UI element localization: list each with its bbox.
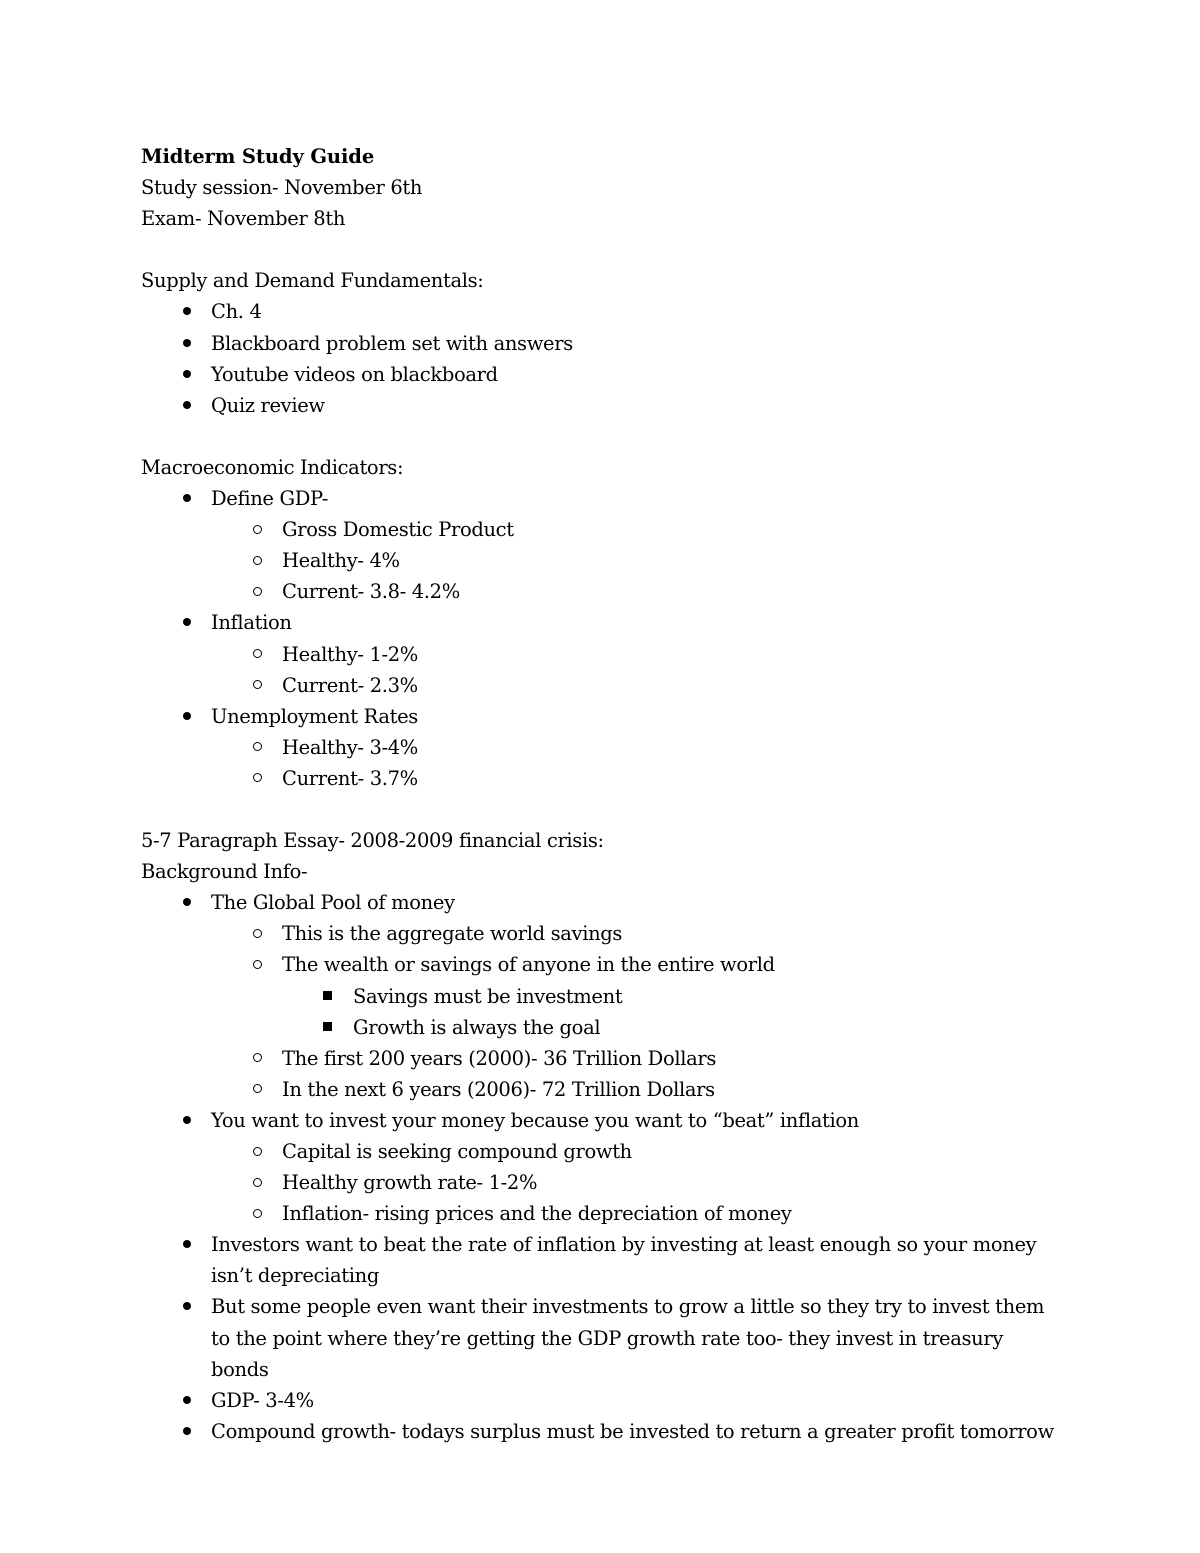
list-item: Youtube videos on blackboard bbox=[141, 359, 1081, 390]
bullet-dot-icon bbox=[177, 607, 197, 638]
bullet-circle-icon bbox=[247, 949, 267, 980]
bullet-circle-icon bbox=[247, 545, 267, 576]
bullet-circle-icon bbox=[247, 576, 267, 607]
list-item: Investors want to beat the rate of inflation by investing at least enough so your money isn’t depreciating bbox=[141, 1229, 1061, 1291]
spacer bbox=[141, 234, 1081, 265]
bullet-dot-icon bbox=[177, 359, 197, 390]
list-item: Unemployment Rates bbox=[141, 701, 1081, 732]
bullet-dot-icon bbox=[177, 701, 197, 732]
list-item: Gross Domestic Product bbox=[141, 514, 1081, 545]
bullet-circle-icon bbox=[247, 670, 267, 701]
document-title: Midterm Study Guide bbox=[141, 145, 375, 168]
bullet-circle-icon bbox=[247, 1136, 267, 1167]
bullet-dot-icon bbox=[177, 296, 197, 327]
bullet-dot-icon bbox=[177, 1229, 197, 1260]
list-item: But some people even want their investments to grow a little so they try to invest them to the point where they’re getting the GDP growth rate too- they invest in treasury bonds bbox=[141, 1291, 1061, 1384]
bullet-dot-icon bbox=[177, 887, 197, 918]
bullet-circle-icon bbox=[247, 639, 267, 670]
list-item: Healthy- 3-4% bbox=[141, 732, 1081, 763]
bullet-dot-icon bbox=[177, 1291, 197, 1322]
bullet-square-icon bbox=[317, 1012, 337, 1043]
bullet-circle-icon bbox=[247, 1074, 267, 1105]
bullet-dot-icon bbox=[177, 1416, 197, 1447]
list-item: Healthy- 1-2% bbox=[141, 639, 1081, 670]
bullet-circle-icon bbox=[247, 1043, 267, 1074]
list-item: Growth is always the goal bbox=[141, 1012, 1081, 1043]
list-item: Blackboard problem set with answers bbox=[141, 328, 1081, 359]
list-item: Healthy- 4% bbox=[141, 545, 1081, 576]
study-session-date: Study session- November 6th bbox=[141, 176, 423, 200]
essay-heading: 5-7 Paragraph Essay- 2008-2009 financial crisis: bbox=[141, 829, 604, 853]
bullet-dot-icon bbox=[177, 1385, 197, 1416]
bullet-dot-icon bbox=[177, 483, 197, 514]
list-item: Current- 2.3% bbox=[141, 670, 1081, 701]
list-item: Current- 3.7% bbox=[141, 763, 1081, 794]
list-item: Capital is seeking compound growth bbox=[141, 1136, 1081, 1167]
list-item: Current- 3.8- 4.2% bbox=[141, 576, 1081, 607]
bullet-circle-icon bbox=[247, 732, 267, 763]
bullet-circle-icon bbox=[247, 763, 267, 794]
bullet-circle-icon bbox=[247, 1167, 267, 1198]
bullet-dot-icon bbox=[177, 1105, 197, 1136]
list-item: Compound growth- todays surplus must be invested to return a greater profit tomorrow bbox=[141, 1416, 1081, 1447]
macro-heading: Macroeconomic Indicators: bbox=[141, 455, 404, 479]
supply-demand-heading: Supply and Demand Fundamentals: bbox=[141, 269, 484, 293]
bullet-square-icon bbox=[317, 981, 337, 1012]
bullet-circle-icon bbox=[247, 514, 267, 545]
bullet-dot-icon bbox=[177, 390, 197, 421]
document-page bbox=[141, 141, 1081, 1447]
list-item: The wealth or savings of anyone in the entire world bbox=[141, 949, 1081, 980]
list-item: This is the aggregate world savings bbox=[141, 918, 1081, 949]
list-item: The first 200 years (2000)- 36 Trillion Dollars bbox=[141, 1043, 1081, 1074]
list-item: Inflation- rising prices and the depreciation of money bbox=[141, 1198, 1081, 1229]
list-item: The Global Pool of money bbox=[141, 887, 1081, 918]
list-item: In the next 6 years (2006)- 72 Trillion Dollars bbox=[141, 1074, 1081, 1105]
background-info-heading: Background Info- bbox=[141, 860, 308, 884]
list-item: Inflation bbox=[141, 607, 1081, 638]
bullet-circle-icon bbox=[247, 1198, 267, 1229]
list-item: Quiz review bbox=[141, 390, 1081, 421]
spacer bbox=[141, 794, 1081, 825]
list-item: Healthy growth rate- 1-2% bbox=[141, 1167, 1081, 1198]
list-item: Savings must be investment bbox=[141, 981, 1081, 1012]
bullet-dot-icon bbox=[177, 328, 197, 359]
list-item: GDP- 3-4% bbox=[141, 1385, 1081, 1416]
exam-date: Exam- November 8th bbox=[141, 207, 346, 231]
spacer bbox=[141, 421, 1081, 452]
list-item: Define GDP- bbox=[141, 483, 1081, 514]
bullet-circle-icon bbox=[247, 918, 267, 949]
list-item: You want to invest your money because you want to “beat” inflation bbox=[141, 1105, 1081, 1136]
list-item: Ch. 4 bbox=[141, 296, 1081, 327]
